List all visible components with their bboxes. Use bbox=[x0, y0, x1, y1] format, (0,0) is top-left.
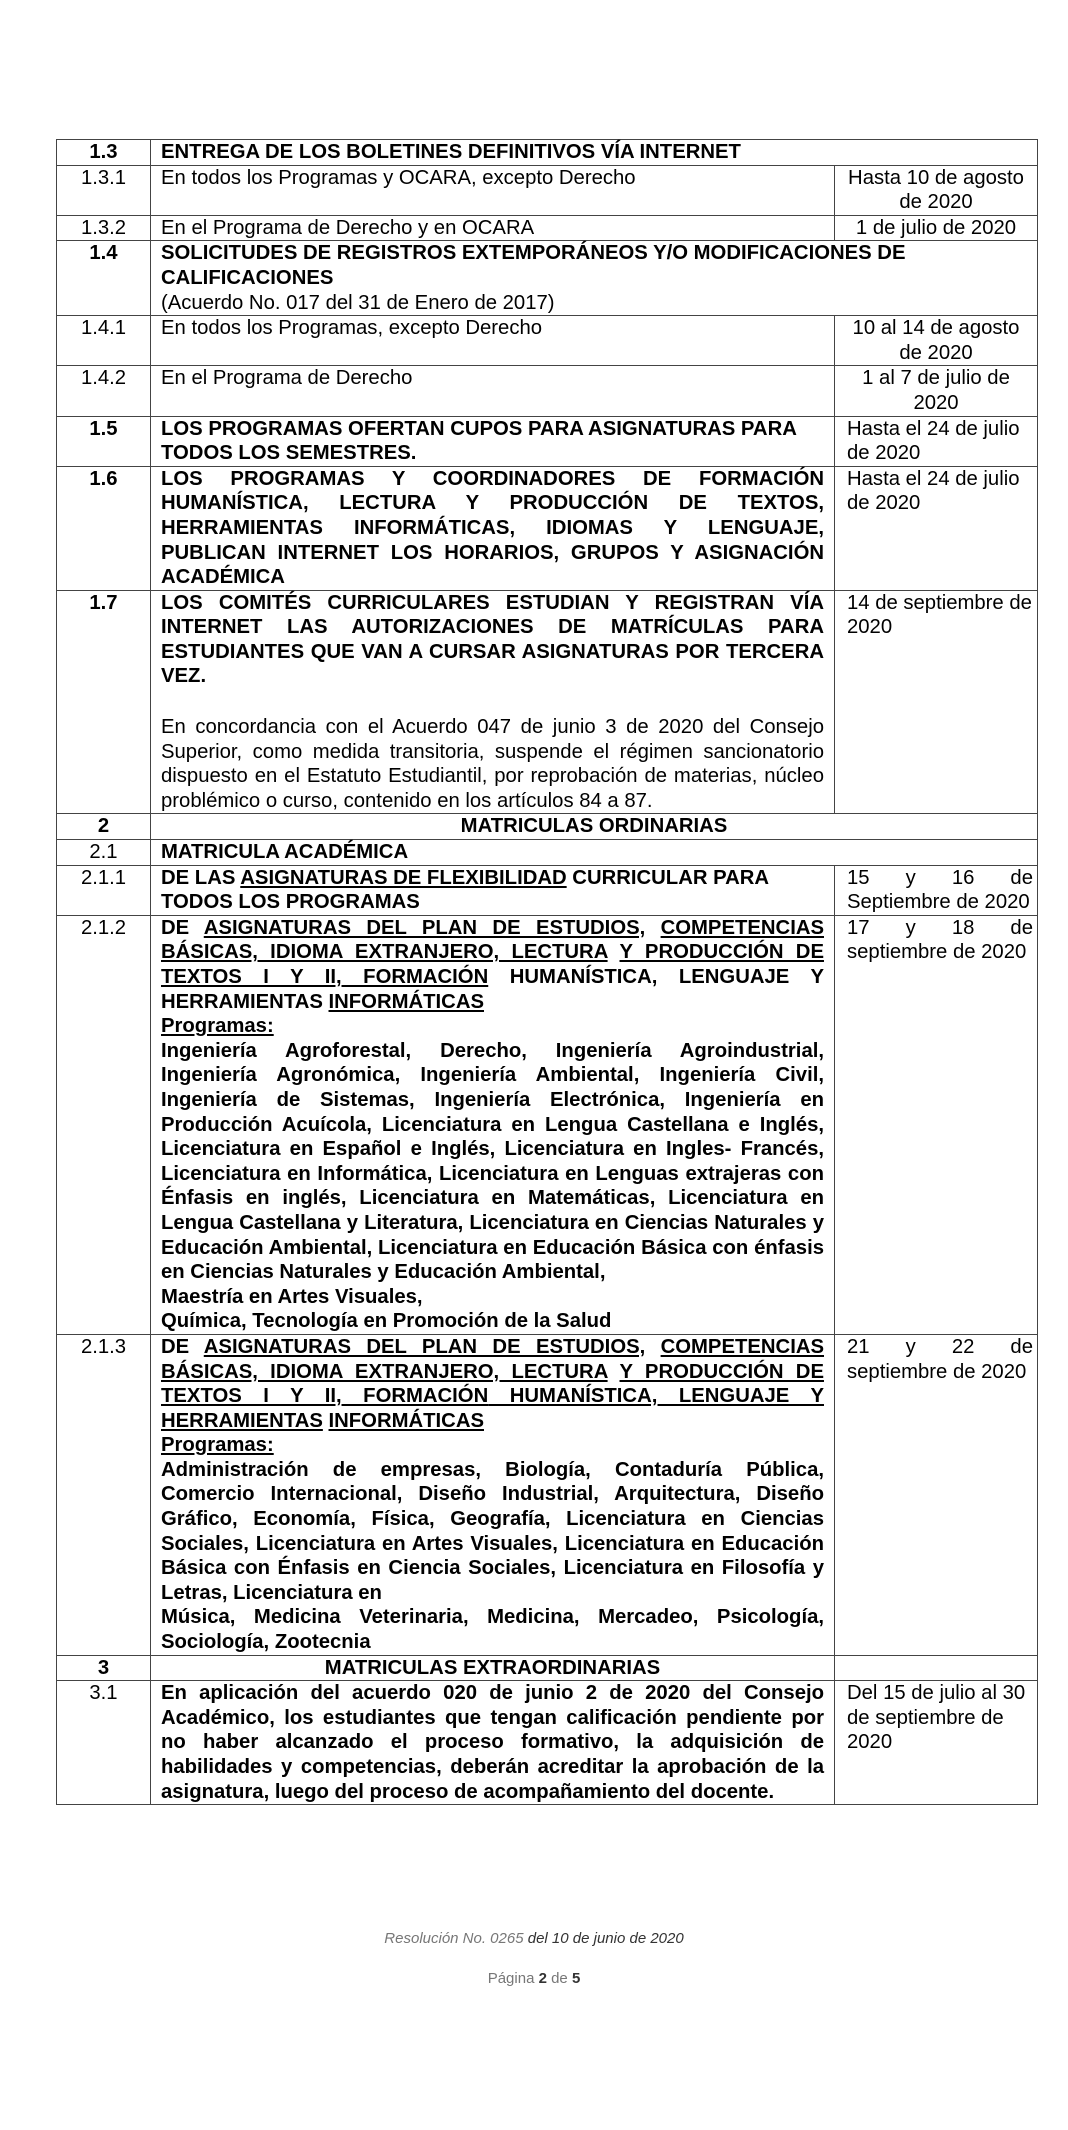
page-total: 5 bbox=[571, 1970, 581, 1987]
row-text: CURRICULAR PARA TODOS LOS PROGRAMAS bbox=[161, 866, 769, 914]
row-description-cell bbox=[151, 1334, 835, 1655]
row-text-underlined: ASIGNATURAS DEL PLAN DE ESTUDIOS, bbox=[203, 916, 646, 939]
row-text-underlined: COMPETENCIAS BÁSICAS, IDIOMA EXTRANJERO, LECTURA bbox=[161, 916, 824, 964]
programs-list: Ingeniería Agroforestal, Derecho, Ingeniería Agroindustrial, Ingeniería Agronómica, Ingeniería Ambiental, Ingeniería Civil, Ingeniería de Sistemas, Ingeniería Electrónica, Ingeniería en Producción Acuícola, Licenciatura en Lengua Castellana e Inglés, Licenciatura en Español e Inglés, Licenciatura en Ingles- Francés, Licenciatura en Informática, Licenciatura en Lenguas extrajeras con Énfasis en inglés, Licenciatura en Matemáticas, Licenciatura en Lengua Castellana y Literatura, Licenciatura en Ciencias Naturales y Educación Ambiental, Licenciatura en Educación Básica con énfasis en Ciencias Naturales y Educación Ambiental, bbox=[161, 1039, 824, 1284]
programs-label: Programas: bbox=[161, 1015, 274, 1038]
row-text: DE LAS bbox=[161, 866, 241, 889]
row-description: LOS PROGRAMAS Y COORDINADORES DE FORMACIÓN HUMANÍSTICA, LECTURA Y PRODUCCIÓN DE TEXTOS, HERRAMIENTAS INFORMÁTICAS, IDIOMAS Y LENGUAJE, PUBLICAN INTERNET LOS HORARIOS, GRUPOS Y ASIGNACIÓN ACADÉMICA bbox=[151, 466, 835, 590]
row-text bbox=[645, 1336, 660, 1358]
row-heading: MATRICULA ACADÉMICA bbox=[151, 840, 1038, 866]
row-number: 1.5 bbox=[57, 416, 151, 466]
row-number: 3.1 bbox=[57, 1681, 151, 1805]
page-word: Página bbox=[487, 1970, 539, 1987]
table-row bbox=[57, 241, 1038, 316]
row-text: HUMANÍSTICA, LENGUAJE Y HERRAMIENTAS bbox=[161, 966, 824, 1013]
row-text-underlined: ASIGNATURAS DE FLEXIBILIDAD bbox=[240, 866, 567, 889]
row-number: 3 bbox=[57, 1655, 151, 1681]
row-text-underlined: INFORMÁTICAS bbox=[328, 1409, 484, 1432]
footer-page-number bbox=[0, 1970, 1068, 1987]
row-heading: ENTREGA DE LOS BOLETINES DEFINITIVOS VÍA INTERNET bbox=[151, 140, 1038, 166]
table-row bbox=[57, 366, 1038, 416]
empty-cell bbox=[835, 1655, 1038, 1681]
row-description: En todos los Programas, excepto Derecho bbox=[151, 316, 835, 366]
table-row bbox=[57, 215, 1038, 241]
table-row bbox=[57, 840, 1038, 866]
resolution-number: Resolución No. 0265 bbox=[384, 1930, 524, 1947]
row-description: En el Programa de Derecho bbox=[151, 366, 835, 416]
row-text-underlined: INFORMÁTICAS bbox=[328, 990, 484, 1013]
row-date: Hasta 10 de agosto de 2020 bbox=[835, 165, 1038, 215]
row-text bbox=[645, 917, 660, 939]
row-date: 17 y 18 de septiembre de 2020 bbox=[835, 915, 1038, 1334]
row-description-cell bbox=[151, 590, 835, 814]
row-number: 1.3 bbox=[57, 140, 151, 166]
row-text-underlined: HUMANÍSTICA, LENGUAJE Y HERRAMIENTAS bbox=[161, 1385, 824, 1432]
row-heading-cell bbox=[151, 241, 1038, 316]
table-row bbox=[57, 466, 1038, 590]
row-number: 1.3.1 bbox=[57, 165, 151, 215]
row-description: En todos los Programas y OCARA, excepto Derecho bbox=[151, 165, 835, 215]
row-description-cell bbox=[151, 915, 835, 1334]
row-number: 1.4.2 bbox=[57, 366, 151, 416]
row-date: 14 de septiembre de 2020 bbox=[835, 590, 1038, 814]
row-text-underlined: Y PRODUCCIÓN DE TEXTOS I Y II, FORMACIÓN bbox=[161, 1360, 824, 1408]
table-row bbox=[57, 416, 1038, 466]
footer-resolution bbox=[0, 1930, 1068, 1947]
row-text-underlined: Y PRODUCCIÓN DE TEXTOS I Y II, FORMACIÓN bbox=[161, 941, 824, 988]
table-row bbox=[57, 1655, 1038, 1681]
programs-list: Maestría en Artes Visuales, bbox=[161, 1285, 423, 1308]
academic-calendar-table bbox=[56, 139, 1038, 1805]
row-heading: SOLICITUDES DE REGISTROS EXTEMPORÁNEOS Y/O MODIFICACIONES DE CALIFICACIONES bbox=[161, 242, 906, 289]
row-note: En concordancia con el Acuerdo 047 de junio 3 de 2020 del Consejo Superior, como medida transitoria, suspende el régimen sancionatorio dispuesto en el Estatuto Estudiantil, por reprobación de materias, núcleo problémico o curso, contenido en los artículos 84 a 87. bbox=[161, 716, 824, 812]
row-date: Del 15 de julio al 30 de septiembre de 2020 bbox=[835, 1681, 1038, 1805]
table-row bbox=[57, 915, 1038, 1334]
row-text-underlined: ASIGNATURAS DEL PLAN DE ESTUDIOS, bbox=[203, 1335, 646, 1358]
row-number: 2 bbox=[57, 814, 151, 840]
programs-label: Programas: bbox=[161, 1434, 274, 1457]
row-number: 2.1.1 bbox=[57, 865, 151, 915]
table-row bbox=[57, 316, 1038, 366]
row-number: 1.4 bbox=[57, 241, 151, 316]
programs-list: Administración de empresas, Biología, Contaduría Pública, Comercio Internacional, Diseño Industrial, Arquitectura, Diseño Gráfico, Economía, Física, Geografía, Licenciatura en Ciencias Sociales, Licenciatura en Artes Visuales, Licenciatura en Educación Básica con Énfasis en Ciencia Sociales, Licenciatura en Filosofía y Letras, Licenciatura en bbox=[161, 1458, 824, 1604]
section-heading: MATRICULAS ORDINARIAS bbox=[151, 814, 1038, 840]
row-date: 1 al 7 de julio de 2020 bbox=[835, 366, 1038, 416]
schedule-table-container bbox=[56, 139, 1037, 1805]
table-row bbox=[57, 140, 1038, 166]
row-text: DE bbox=[161, 1335, 204, 1358]
section-heading: MATRICULAS EXTRAORDINARIAS bbox=[151, 1655, 835, 1681]
row-description: En aplicación del acuerdo 020 de junio 2 de 2020 del Consejo Académico, los estudiantes que tengan calificación pendiente por no haber alcanzado el proceso formativo, la adquisición de habilidades y competencias, deberán acreditar la aprobación de la asignatura, luego del proceso de acompañamiento del docente. bbox=[151, 1681, 835, 1805]
row-number: 1.3.2 bbox=[57, 215, 151, 241]
table-row bbox=[57, 865, 1038, 915]
row-date: 1 de julio de 2020 bbox=[835, 215, 1038, 241]
programs-list: Química, Tecnología en Promoción de la Salud bbox=[161, 1310, 612, 1333]
row-number: 1.7 bbox=[57, 590, 151, 814]
resolution-date: del 10 de junio de 2020 bbox=[523, 1930, 684, 1947]
page-of: de bbox=[546, 1970, 572, 1987]
row-date: Hasta el 24 de julio de 2020 bbox=[835, 416, 1038, 466]
row-text bbox=[608, 1361, 620, 1383]
programs-list: Música, Medicina Veterinaria, Medicina, Mercadeo, Psicología, Sociología, Zootecnia bbox=[161, 1606, 824, 1654]
page-current: 2 bbox=[538, 1970, 547, 1987]
row-description: LOS COMITÉS CURRICULARES ESTUDIAN Y REGISTRAN VÍA INTERNET LAS AUTORIZACIONES DE MATRÍCULAS PARA ESTUDIANTES QUE VAN A CURSAR ASIGNATURAS POR TERCERA VEZ. bbox=[161, 591, 824, 688]
row-text: DE bbox=[161, 916, 204, 939]
row-text-underlined: COMPETENCIAS BÁSICAS, IDIOMA EXTRANJERO, LECTURA bbox=[161, 1335, 824, 1383]
table-row bbox=[57, 590, 1038, 814]
row-description: En el Programa de Derecho y en OCARA bbox=[151, 215, 835, 241]
table-row bbox=[57, 1334, 1038, 1655]
row-description-cell bbox=[151, 865, 835, 915]
row-number: 2.1.3 bbox=[57, 1334, 151, 1655]
table-row bbox=[57, 814, 1038, 840]
table-row bbox=[57, 1681, 1038, 1805]
row-description: LOS PROGRAMAS OFERTAN CUPOS PARA ASIGNATURAS PARA TODOS LOS SEMESTRES. bbox=[151, 416, 835, 466]
row-number: 1.4.1 bbox=[57, 316, 151, 366]
row-date: 15 y 16 de Septiembre de 2020 bbox=[835, 865, 1038, 915]
row-number: 2.1 bbox=[57, 840, 151, 866]
row-note: (Acuerdo No. 017 del 31 de Enero de 2017) bbox=[161, 291, 555, 314]
row-date: 21 y 22 de septiembre de 2020 bbox=[835, 1334, 1038, 1655]
row-date: 10 al 14 de agosto de 2020 bbox=[835, 316, 1038, 366]
row-text bbox=[608, 941, 620, 963]
row-date: Hasta el 24 de julio de 2020 bbox=[835, 466, 1038, 590]
table-row bbox=[57, 165, 1038, 215]
row-number: 2.1.2 bbox=[57, 915, 151, 1334]
row-number: 1.6 bbox=[57, 466, 151, 590]
